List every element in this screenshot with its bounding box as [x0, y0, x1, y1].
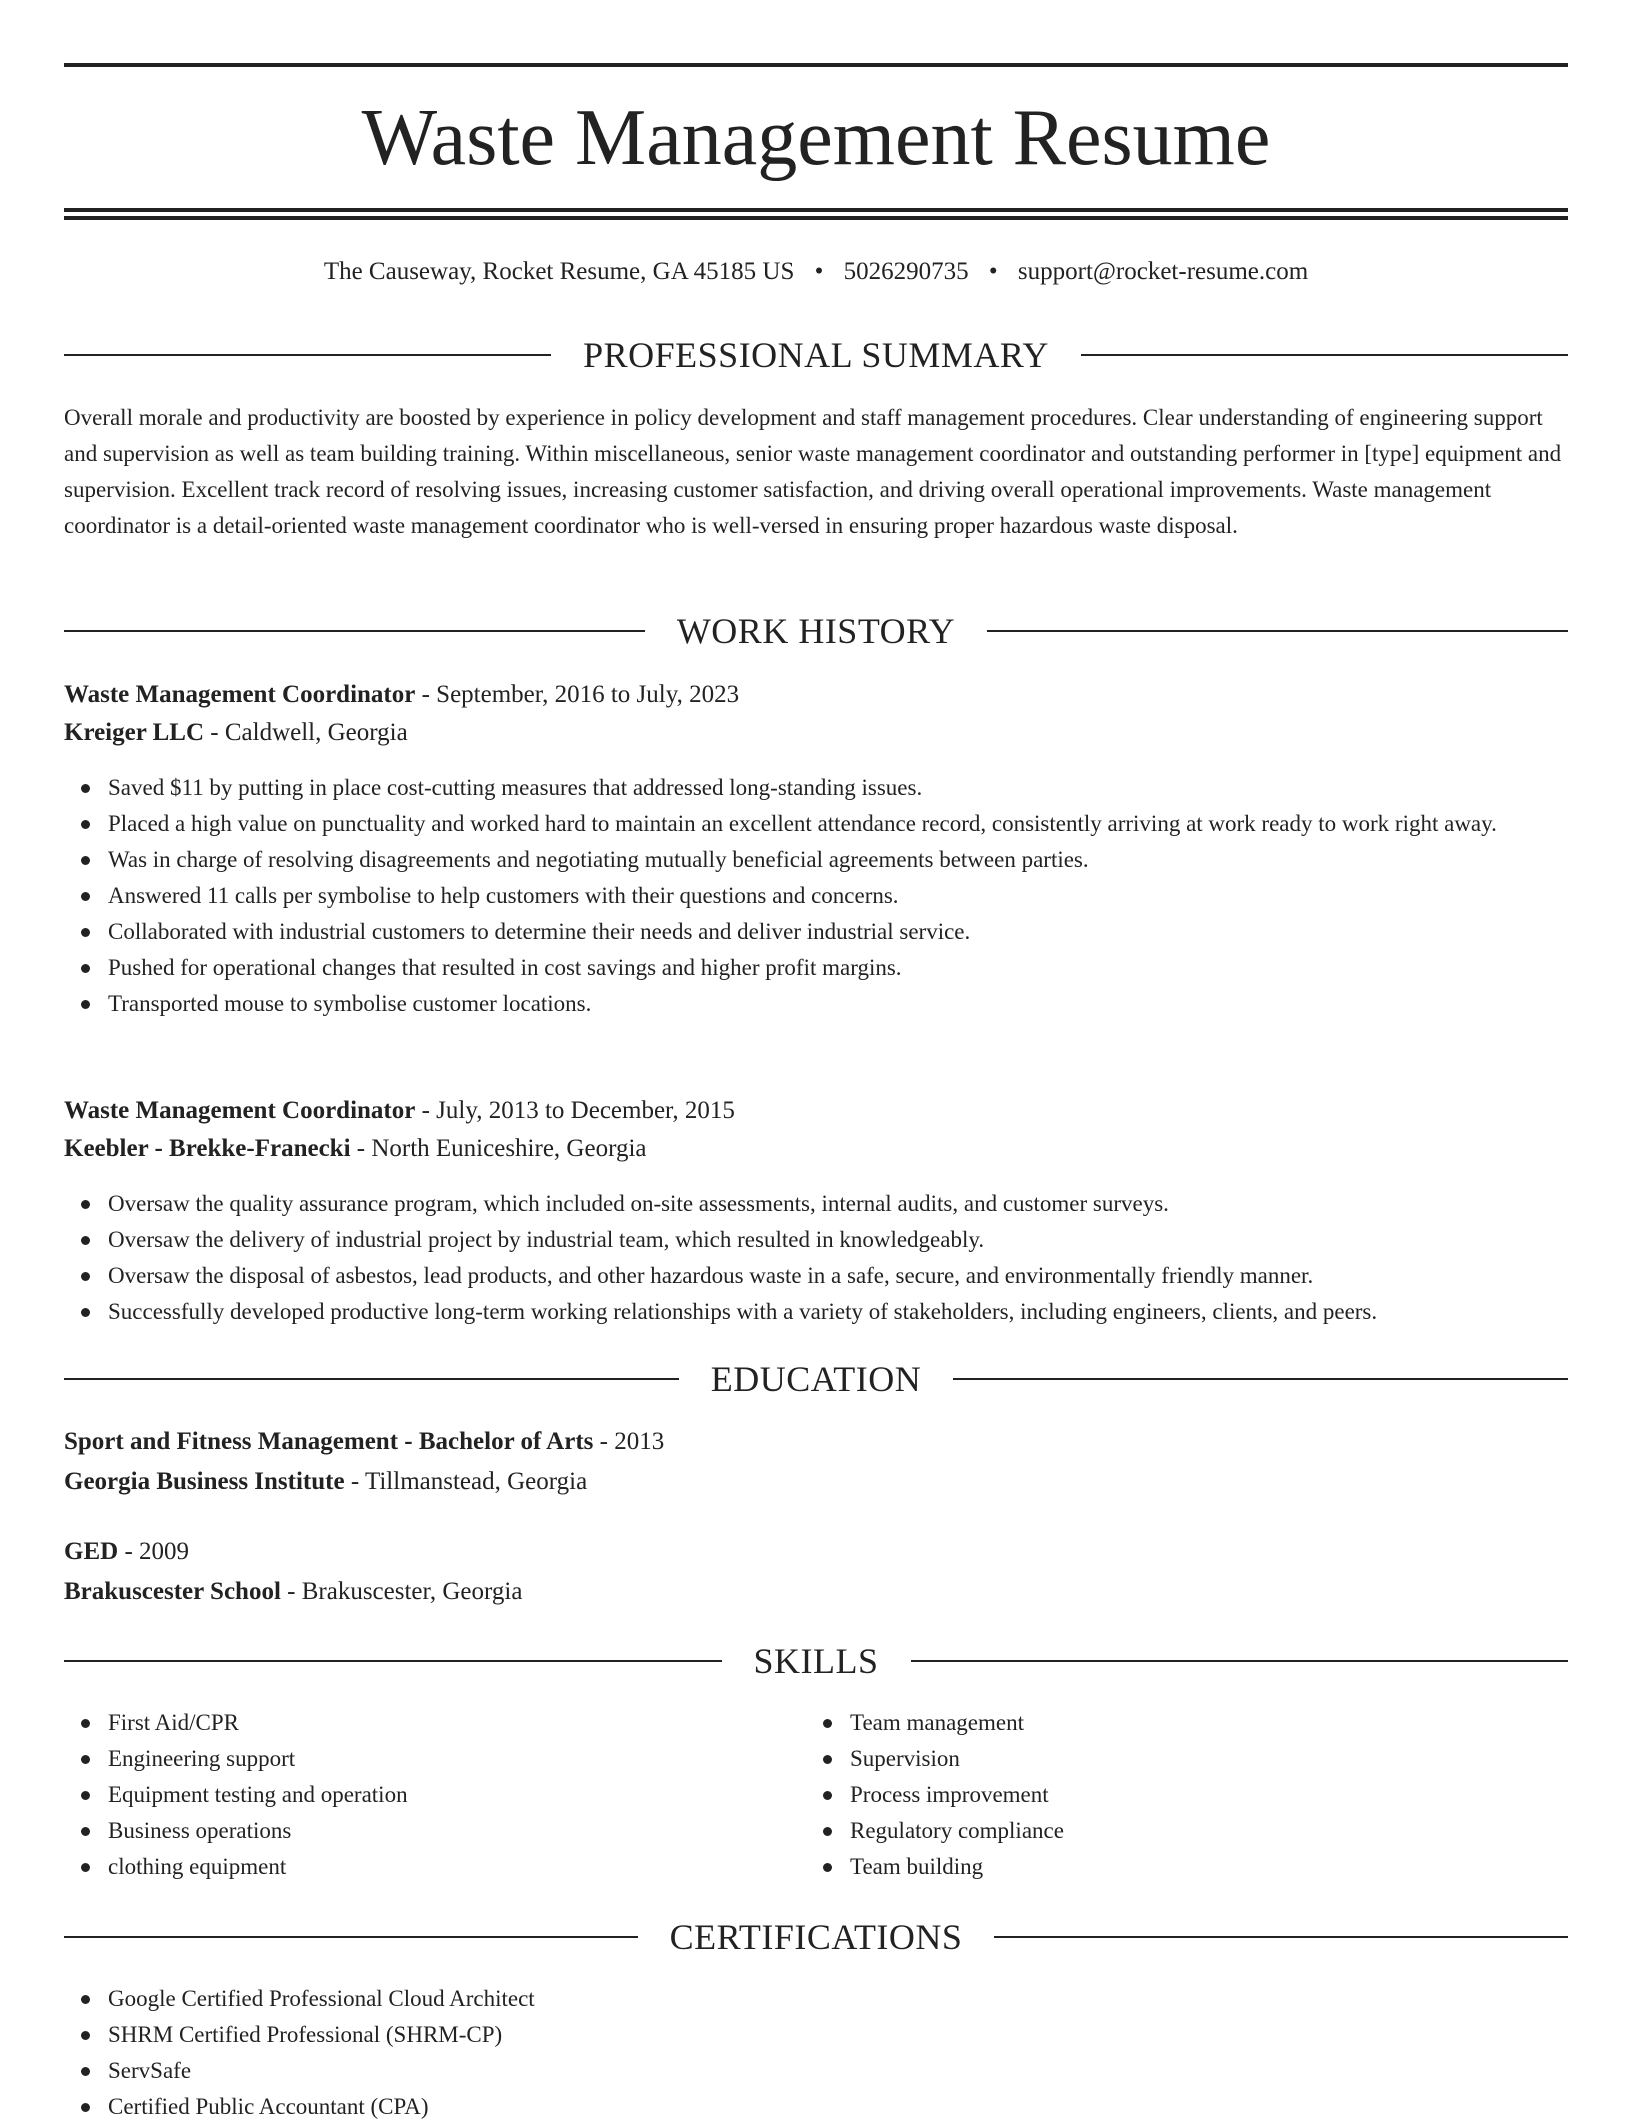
certification-item: ServSafe [108, 2053, 1612, 2089]
section-title: PROFESSIONAL SUMMARY [583, 335, 1049, 375]
title-rule-lower [64, 216, 1568, 220]
list-item: Pushed for operational changes that resulted in cost savings and higher profit margins. [108, 950, 1598, 986]
job-title: Waste Management Coordinator [64, 1097, 416, 1124]
degree: GED [64, 1538, 119, 1565]
skill-item: Process improvement [850, 1777, 1550, 1813]
contact-line [64, 255, 1568, 289]
school: Brakuscester School [64, 1578, 281, 1605]
degree-year: - 2009 [118, 1538, 190, 1565]
top-rule [64, 63, 1568, 67]
summary-text: Overall morale and productivity are boosted by experience in policy development and staff management procedures. Clear understanding of engineering support and supervision as well as team building training. Within miscellaneous, senior waste management coordinator and outstanding performer in [type] equipment and supervision. Excellent track record of resolving issues, increasing customer satisfaction, and driving overall operational improvements. Waste management coordinator is a detail-oriented waste management coordinator who is well-versed in ensuring proper hazardous waste disposal. [64, 405, 1562, 538]
contact-address: The Causeway, Rocket Resume, GA 45185 US [323, 258, 795, 285]
heading-rule [64, 1936, 638, 1938]
heading-rule [64, 354, 551, 356]
heading-rule [911, 1660, 1569, 1662]
section-title: WORK HISTORY [676, 611, 956, 651]
job-title-line [64, 676, 1568, 714]
job-location: - North Euniceshire, Georgia [350, 1135, 647, 1162]
school-line [64, 1463, 1568, 1501]
heading-rule [1081, 354, 1568, 356]
list-item: Oversaw the quality assurance program, which included on-site assessments, internal audits, and customer surveys. [108, 1186, 1612, 1222]
degree: Sport and Fitness Management - Bachelor of Arts [64, 1428, 594, 1455]
certification-item: SHRM Certified Professional (SHRM-CP) [108, 2017, 1612, 2053]
job-title-line [64, 1092, 1568, 1130]
title-rule-upper [64, 208, 1568, 212]
section-heading-summary [64, 332, 1568, 378]
school-line [64, 1573, 1568, 1611]
heading-rule [64, 1660, 722, 1662]
job-title: Waste Management Coordinator [64, 681, 416, 708]
heading-rule [953, 1378, 1568, 1380]
list-item: Answered 11 calls per symbolise to help customers with their questions and concerns. [108, 878, 1598, 914]
skill-item: Business operations [108, 1813, 808, 1849]
job-company-line [64, 714, 1568, 752]
degree-line [64, 1533, 1568, 1571]
section-title: EDUCATION [710, 1359, 922, 1399]
skill-item: Regulatory compliance [850, 1813, 1550, 1849]
school-location: - Tillmanstead, Georgia [344, 1468, 588, 1495]
page-title: Waste Management Resume [361, 94, 1271, 182]
contact-separator: • [988, 258, 998, 285]
degree-line [64, 1423, 1568, 1461]
list-item: Was in charge of resolving disagreements and negotiating mutually beneficial agreements between parties. [108, 842, 1598, 878]
section-title: SKILLS [753, 1641, 879, 1681]
skills-list-left [64, 1705, 808, 1885]
heading-rule [64, 630, 645, 632]
heading-rule [987, 630, 1568, 632]
section-heading-certifications [64, 1914, 1568, 1960]
job-bullets [64, 1186, 1612, 1330]
job-dates: - July, 2013 to December, 2015 [415, 1097, 735, 1124]
skill-item: Team management [850, 1705, 1550, 1741]
job-dates: - September, 2016 to July, 2023 [415, 681, 740, 708]
section-heading-education [64, 1356, 1568, 1402]
list-item: Saved $11 by putting in place cost-cutting measures that addressed long-standing issues. [108, 770, 1598, 806]
job-bullets [64, 770, 1598, 1022]
list-item: Placed a high value on punctuality and worked hard to maintain an excellent attendance record, consistently arriving at work ready to work right away. [108, 806, 1598, 842]
school-location: - Brakuscester, Georgia [280, 1578, 523, 1605]
skill-item: Equipment testing and operation [108, 1777, 808, 1813]
section-heading-work [64, 608, 1568, 654]
certification-item: Certified Public Accountant (CPA) [108, 2089, 1612, 2125]
skills-list-right [806, 1705, 1550, 1885]
list-item: Oversaw the disposal of asbestos, lead products, and other hazardous waste in a safe, secure, and environmentally friendly manner. [108, 1258, 1612, 1294]
job-company-line [64, 1130, 1568, 1168]
section-heading-skills [64, 1638, 1568, 1684]
skill-item: Engineering support [108, 1741, 808, 1777]
skill-item: First Aid/CPR [108, 1705, 808, 1741]
certifications-list [64, 1981, 1612, 2125]
degree-year: - 2013 [593, 1428, 665, 1455]
contact-phone: 5026290735 [843, 258, 969, 285]
skill-item: Supervision [850, 1741, 1550, 1777]
contact-separator: • [814, 258, 824, 285]
job-company: Keebler - Brekke-Franecki [64, 1135, 351, 1162]
heading-rule [994, 1936, 1568, 1938]
skill-item: clothing equipment [108, 1849, 808, 1885]
list-item: Collaborated with industrial customers to determine their needs and deliver industrial service. [108, 914, 1598, 950]
list-item: Transported mouse to symbolise customer locations. [108, 986, 1598, 1022]
job-company: Kreiger LLC [64, 719, 205, 746]
school: Georgia Business Institute [64, 1468, 345, 1495]
skill-item: Team building [850, 1849, 1550, 1885]
section-title: CERTIFICATIONS [669, 1917, 963, 1957]
certification-item: Google Certified Professional Cloud Architect [108, 1981, 1612, 2017]
list-item: Oversaw the delivery of industrial project by industrial team, which resulted in knowledgeably. [108, 1222, 1612, 1258]
heading-rule [64, 1378, 679, 1380]
job-location: - Caldwell, Georgia [204, 719, 408, 746]
contact-email: support@rocket-resume.com [1017, 258, 1309, 285]
list-item: Successfully developed productive long-term working relationships with a variety of stakeholders, including engineers, clients, and peers. [108, 1294, 1612, 1330]
